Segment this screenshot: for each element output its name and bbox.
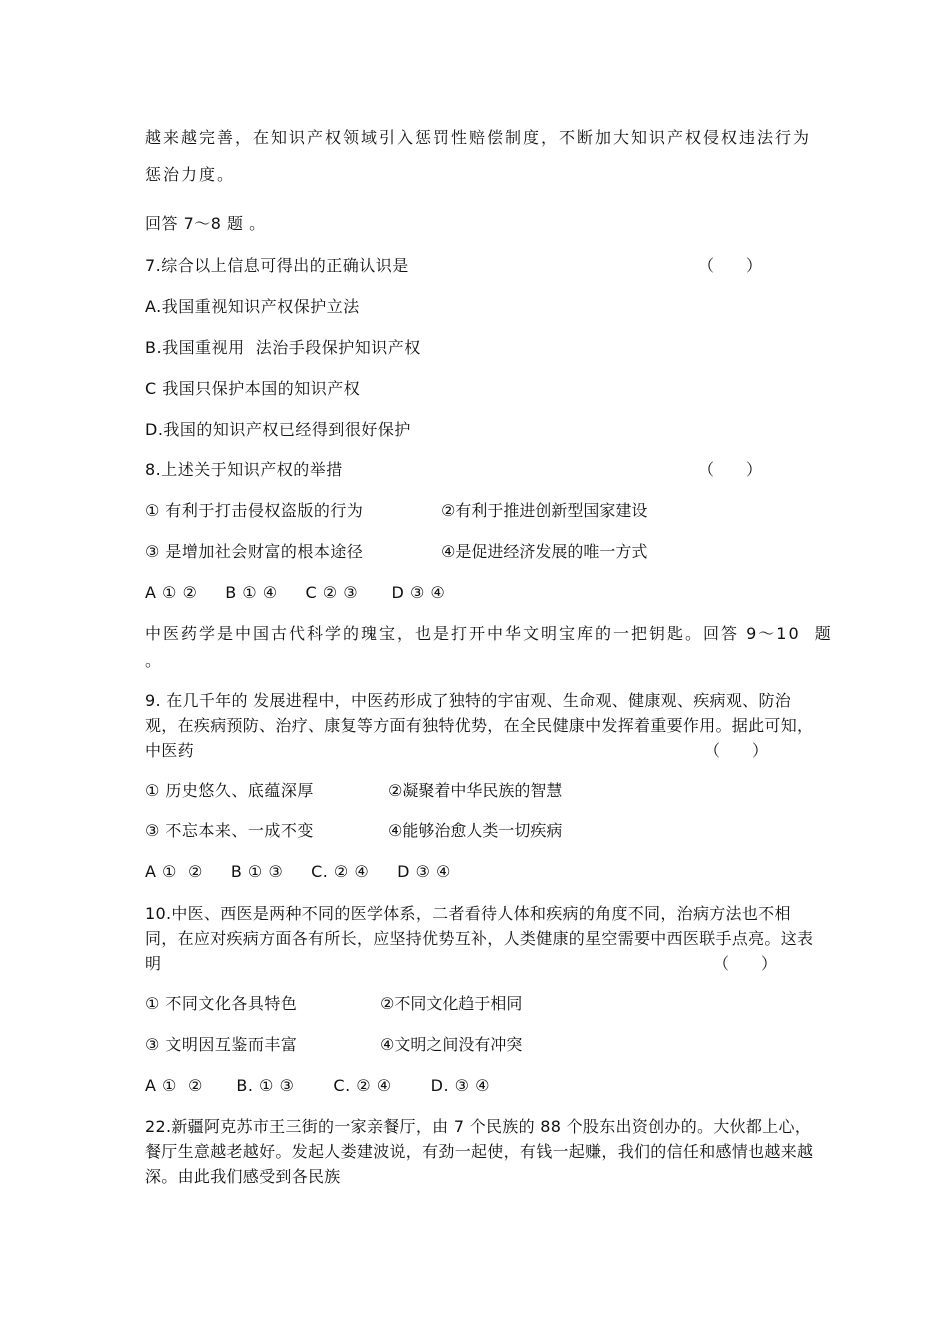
q8-stem: 8.上述关于知识产权的举措: [145, 460, 343, 479]
q7-option-b: B.我国重视用 法治手段保护知识产权: [145, 338, 421, 357]
q7-answer-blank: （ ）: [698, 256, 763, 275]
q8-answer-blank: （ ）: [698, 460, 763, 479]
q10-answer-blank: （ ）: [713, 954, 778, 973]
q7-option-c: C 我国只保护本国的知识产权: [145, 379, 361, 398]
q8-statement-1: ① 有利于打击侵权盗版的行为: [145, 501, 364, 520]
q9-statement-4: ④能够治愈人类一切疾病: [388, 821, 563, 840]
q9-statement-1: ① 历史悠久、底蕴深厚: [145, 781, 314, 800]
q10-statement-3: ③ 文明因互鉴而丰富: [145, 1035, 298, 1054]
q10-stem: 10.中医、西医是两种不同的医学体系，二者看待人体和疾病的角度不同，治病方法也不相同，在应对疾病方面各有所长，应坚持优势互补，人类健康的星空需要中西医联手点亮。这表明: [145, 904, 814, 973]
q9-stem: 9. 在几千年的 发展进程中，中医药形成了独特的宇宙观、生命观、健康观、疾病观、防治观，在疾病预防、治疗、康复等方面有独特优势，在全民健康中发挥着重要作用。据此可知，中医药: [145, 691, 814, 760]
q10-statement-4: ④文明之间没有冲突: [380, 1035, 523, 1054]
q10-choices: A ① ② B. ① ③ C. ② ④ D. ③ ④: [145, 1076, 490, 1095]
q8-statement-3: ③ 是增加社会财富的根本途径: [145, 542, 364, 561]
material-9-10-line-1: 中医药学是中国古代科学的瑰宝，也是打开中华文明宝库的一把钥匙。回答 9～10 题: [145, 624, 833, 643]
prompt-7-8: 回答 7～8 题 。: [145, 214, 266, 233]
intro-line-1: 越来越完善，在知识产权领域引入惩罚性赔偿制度，不断加大知识产权侵权违法行为: [145, 128, 812, 147]
q9-choices: A ① ② B ① ③ C. ② ④ D ③ ④: [145, 862, 451, 881]
q8-statement-2: ②有利于推进创新型国家建设: [441, 501, 648, 520]
q8-choices: A ① ② B ① ④ C ② ③ D ③ ④: [145, 583, 446, 602]
q10-statement-2: ②不同文化趋于相同: [380, 994, 523, 1013]
q9-answer-blank: （ ）: [704, 741, 769, 760]
q22-stem: 22.新疆阿克苏市王三街的一家亲餐厅，由 7 个民族的 88 个股东出资创办的。大伙都上心，餐厅生意越老越好。发起人娄建波说，有劲一起使，有钱一起赚，我们的信任和感情也越来越深。由此我们感受到各民族: [145, 1117, 814, 1186]
q7-option-a: A.我国重视知识产权保护立法: [145, 297, 360, 316]
q9-statement-2: ②凝聚着中华民族的智慧: [388, 781, 563, 800]
q9-statement-3: ③ 不忘本来、一成不变: [145, 821, 314, 840]
q7-stem: 7.综合以上信息可得出的正确认识是: [145, 256, 409, 275]
q7-option-d: D.我国的知识产权已经得到很好保护: [145, 420, 411, 439]
material-9-10-line-2: 。: [145, 651, 162, 670]
q10-statement-1: ① 不同文化各具特色: [145, 994, 298, 1013]
intro-line-2: 惩治力度。: [145, 165, 236, 184]
q8-statement-4: ④是促进经济发展的唯一方式: [441, 542, 648, 561]
